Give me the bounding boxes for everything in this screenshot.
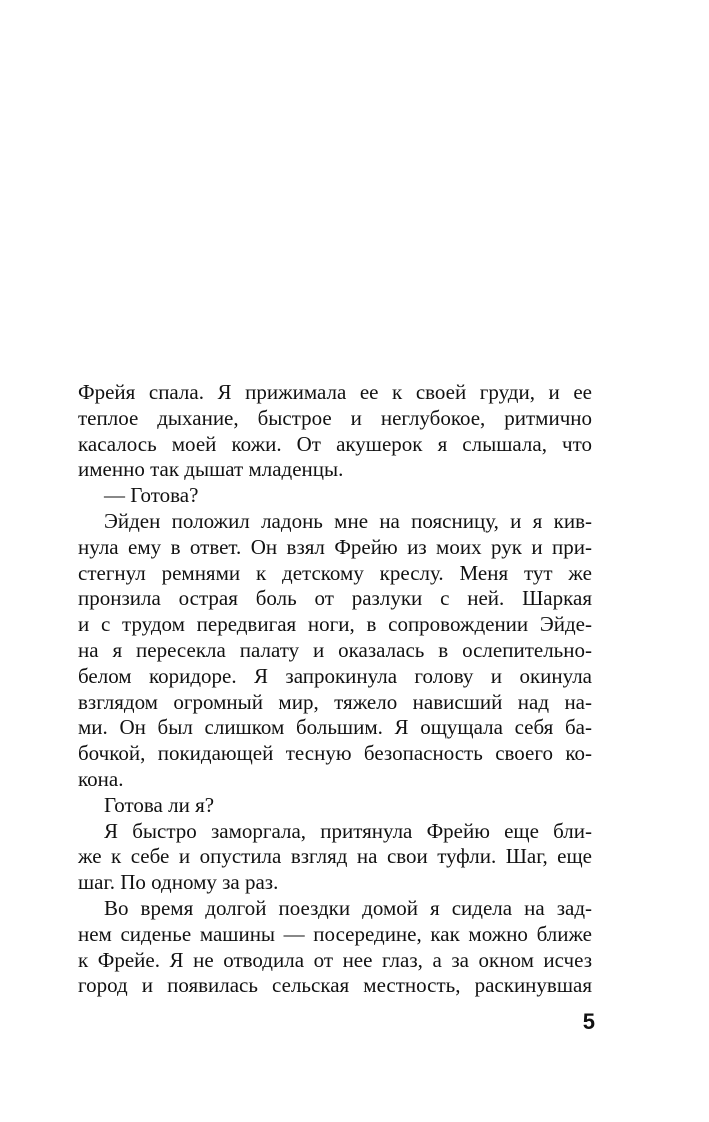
text-line: именно так дышат младенцы. <box>78 457 344 482</box>
text-line: Я быстро заморгала, притянула Фрейю еще бли- <box>104 818 592 843</box>
text-line: белом коридоре. Я запрокинула голову и окинула <box>78 663 592 688</box>
text-line: Эйден положил ладонь мне на поясницу, и я кив- <box>104 508 592 533</box>
text-line: стегнул ремнями к детскому креслу. Меня тут же <box>78 560 592 585</box>
text-line: Во время долгой поездки домой я сидела на зад- <box>104 895 592 920</box>
text-line: пронзила острая боль от разлуки с ней. Шаркая <box>78 586 592 611</box>
text-line: ми. Он был слишком большим. Я ощущала себя ба- <box>78 715 592 740</box>
text-line: город и появилась сельская местность, раскинувшая <box>78 973 592 998</box>
text-line: касалось моей кожи. От акушерок я слышала, что <box>78 431 592 456</box>
text-line: кона. <box>78 766 124 791</box>
text-line: бочкой, покидающей тесную безопасность своего ко- <box>78 741 592 766</box>
text-line: же к себе и опустила взгляд на свои туфли. Шаг, еще <box>78 844 592 869</box>
text-line: теплое дыхание, быстрое и неглубокое, ритмично <box>78 405 592 430</box>
text-line: на я пересекла палату и оказалась в ослепительно- <box>78 637 592 662</box>
text-line: к Фрейе. Я не отводила от нее глаз, а за окном исчез <box>78 947 592 972</box>
body-text <box>78 380 592 999</box>
text-line: взглядом огромный мир, тяжело нависший над на- <box>78 689 592 714</box>
text-line: и с трудом передвигая ноги, в сопровождении Эйде- <box>78 612 592 637</box>
page-number: 5 <box>582 1009 595 1034</box>
text-line: нем сиденье машины — посередине, как можно ближе <box>78 921 592 946</box>
text-line: Готова ли я? <box>104 792 215 817</box>
text-line: шаг. По одному за раз. <box>78 870 279 895</box>
text-line: нула ему в ответ. Он взял Фрейю из моих рук и при- <box>78 534 592 559</box>
text-line: Фрейя спала. Я прижимала ее к своей груди, и ее <box>78 380 592 404</box>
text-line: — Готова? <box>104 483 199 508</box>
